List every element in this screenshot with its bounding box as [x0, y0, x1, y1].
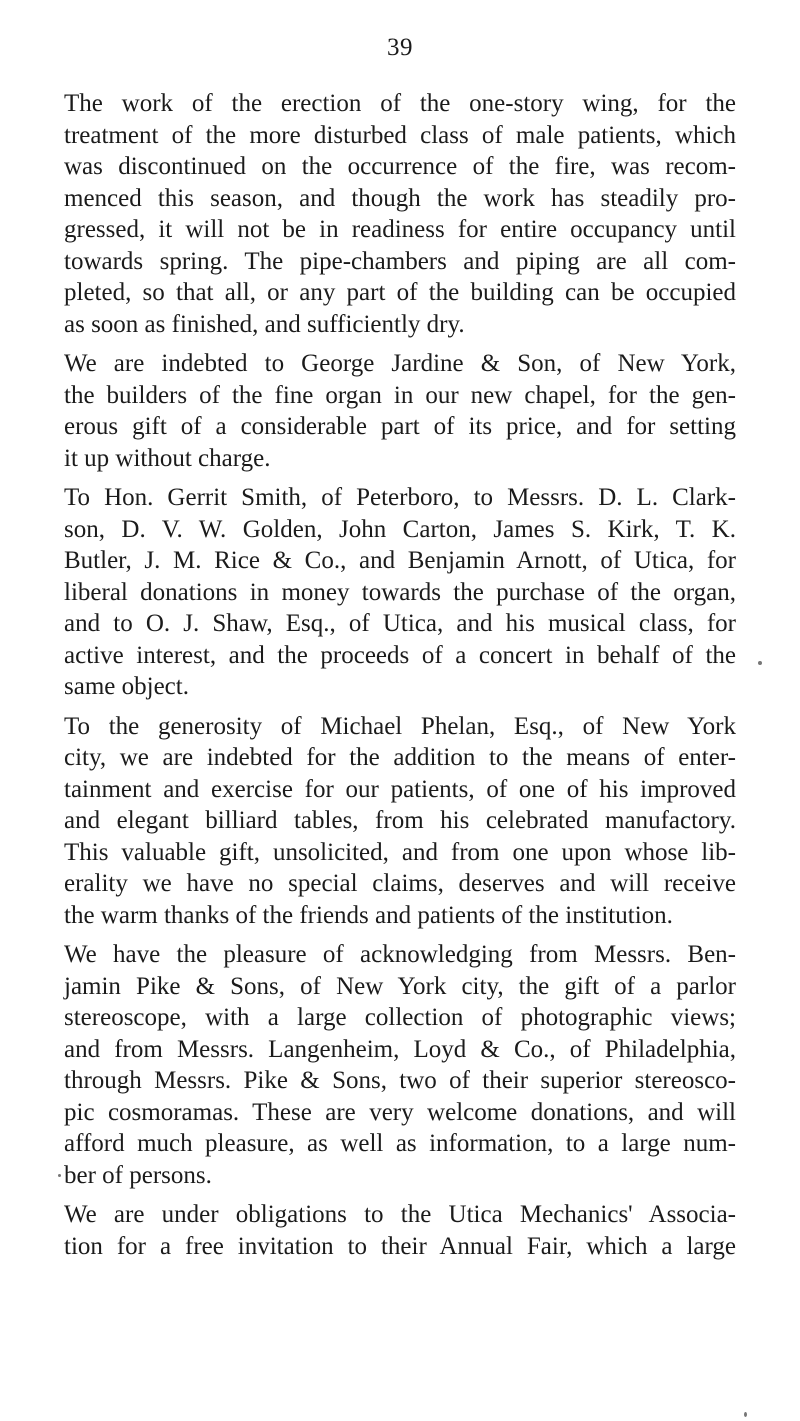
text-line: tainment and exercise for our patients, of one of his improved	[64, 775, 736, 803]
text-line: afford much pleasure, as well as information, to a large num-	[64, 1130, 736, 1157]
ink-speck	[58, 1174, 61, 1177]
text-line: same object.	[64, 673, 189, 700]
text-line: the builders of the fine organ in our new chapel, for the gen-	[64, 381, 736, 409]
text-line: Butler, J. M. Rice & Co., and Benjamin Arnott, of Utica, for	[64, 547, 736, 574]
text-line: liberal donations in money towards the purchase of the organ,	[64, 578, 736, 606]
text-line: pleted, so that all, or any part of the building can be occupied	[64, 279, 736, 306]
text-line: and from Messrs. Langenheim, Loyd & Co., of Philadelphia,	[64, 1035, 736, 1063]
paragraph-stereoscope	[64, 939, 736, 1191]
text-line: ber of persons.	[64, 1161, 212, 1189]
text-line: through Messrs. Pike & Sons, two of their superior stereosco-	[64, 1067, 736, 1094]
text-line: active interest, and the proceeds of a concert in behalf of the	[64, 641, 736, 669]
ink-speck	[758, 661, 762, 665]
text-line: and elegant billiard tables, from his celebrated manufactory.	[64, 807, 736, 834]
text-line: This valuable gift, unsolicited, and from one upon whose lib-	[64, 838, 736, 866]
text-line: was discontinued on the occurrence of the fire, was recom-	[64, 153, 736, 180]
text-line: tion for a free invitation to their Annual Fair, which a large	[64, 1232, 736, 1260]
body-text	[64, 88, 736, 1270]
paragraph-organ-gift	[64, 348, 736, 474]
text-line: erous gift of a considerable part of its price, and for setting	[64, 413, 736, 440]
text-line: We have the pleasure of acknowledging from Messrs. Ben-	[64, 941, 736, 968]
text-line: son, D. V. W. Golden, John Carton, James S. Kirk, T. K.	[64, 515, 736, 543]
ink-speck	[744, 1412, 747, 1417]
text-line: it up without charge.	[64, 444, 271, 472]
paragraph-billiard-table	[64, 711, 736, 932]
text-line: city, we are indebted for the addition to the means of enter-	[64, 744, 736, 771]
text-line: and to O. J. Shaw, Esq., of Utica, and his musical class, for	[64, 610, 736, 637]
text-line: towards spring. The pipe-chambers and piping are all com-	[64, 247, 736, 275]
text-line: We are indebted to George Jardine & Son, of New York,	[64, 350, 736, 377]
text-line: To the generosity of Michael Phelan, Esq., of New York	[64, 712, 736, 740]
text-line: stereoscope, with a large collection of photographic views;	[64, 1004, 736, 1031]
text-line: menced this season, and though the work has steadily pro-	[64, 184, 736, 212]
text-line: the warm thanks of the friends and patients of the institution.	[64, 901, 673, 929]
text-line: treatment of the more disturbed class of male patients, which	[64, 121, 736, 149]
paragraph-organ-donations	[64, 482, 736, 703]
page-number: 39	[387, 34, 413, 61]
paragraph-wing-construction	[64, 88, 736, 340]
text-line: jamin Pike & Sons, of New York city, the gift of a parlor	[64, 972, 736, 1000]
text-line: To Hon. Gerrit Smith, of Peterboro, to Messrs. D. L. Clark-	[64, 484, 736, 511]
text-line: as soon as finished, and sufficiently dry.	[64, 310, 465, 338]
text-line: erality we have no special claims, deserves and will receive	[64, 870, 736, 897]
text-line: We are under obligations to the Utica Mechanics' Associa-	[64, 1201, 736, 1228]
text-line: The work of the erection of the one-story wing, for the	[64, 90, 736, 117]
text-line: gressed, it will not be in readiness for entire occupancy until	[64, 216, 736, 243]
paragraph-mechanics-association	[64, 1199, 736, 1262]
text-line: pic cosmoramas. These are very welcome donations, and will	[64, 1098, 736, 1126]
